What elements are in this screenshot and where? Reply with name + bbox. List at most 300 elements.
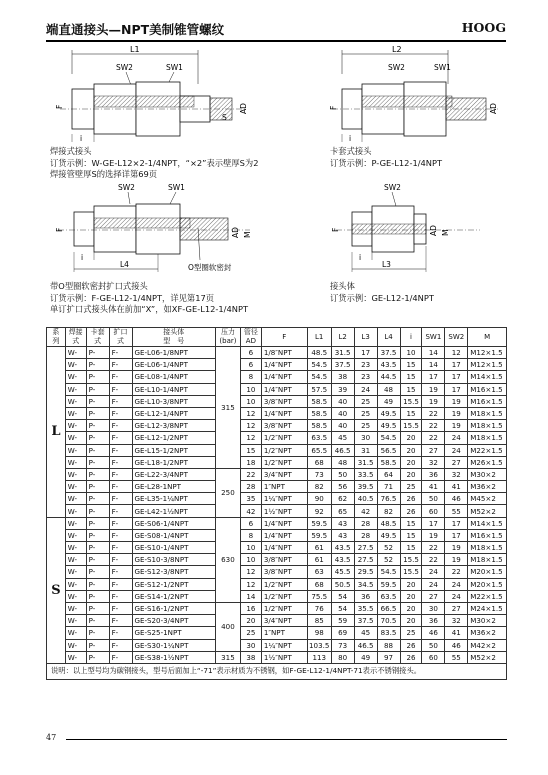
table-cell: 1/2″NPT <box>261 602 307 614</box>
table-cell: 17 <box>445 359 468 371</box>
dim-i: i <box>80 134 83 143</box>
table-cell: 19 <box>445 395 468 407</box>
table-cell: 12 <box>240 432 261 444</box>
table-cell: 1/4″NPT <box>261 371 307 383</box>
table-cell: P- <box>86 493 109 505</box>
table-row <box>47 371 507 383</box>
table-cell: 1/4″NPT <box>261 517 307 529</box>
table-cell: M24×1.5 <box>468 602 507 614</box>
table-cell: 43 <box>331 517 354 529</box>
table-cell: W- <box>65 444 86 456</box>
col-body: 接头体 型 号 <box>132 328 215 347</box>
table-cell: P- <box>86 517 109 529</box>
figure-welded-caption <box>50 146 259 181</box>
table-row <box>47 517 507 529</box>
table-cell: P- <box>86 578 109 590</box>
table-cell: M14×1.5 <box>468 371 507 383</box>
table-cell: P- <box>86 639 109 651</box>
table-cell: W- <box>65 554 86 566</box>
table-cell: 15 <box>400 371 422 383</box>
table-cell: 30 <box>354 432 377 444</box>
table-cell: 34.5 <box>354 578 377 590</box>
table-cell: 113 <box>307 651 331 663</box>
table-row <box>47 444 507 456</box>
table-cell: 76.5 <box>377 493 400 505</box>
table-cell: GE-L06-1/8NPT <box>132 347 215 359</box>
caption-line: 焊接管壁厚S的选择详第69页 <box>50 169 158 179</box>
table-cell: F- <box>109 517 132 529</box>
col-L2: L2 <box>331 328 354 347</box>
dim-SW2: SW2 <box>388 63 405 72</box>
table-cell: W- <box>65 505 86 517</box>
figure-welded-fitting <box>50 44 280 144</box>
table-cell: 12 <box>240 407 261 419</box>
table-cell: P- <box>86 602 109 614</box>
table-cell: 17 <box>422 371 445 383</box>
table-cell: 3/8″NPT <box>261 554 307 566</box>
table-cell: P- <box>86 395 109 407</box>
dim-SW2: SW2 <box>384 183 401 192</box>
table-cell: 28 <box>354 517 377 529</box>
table-note-row <box>47 663 507 679</box>
table-cell: P- <box>86 481 109 493</box>
table-cell: 19 <box>422 383 445 395</box>
dim-S: S <box>222 113 227 122</box>
table-cell: 24 <box>422 566 445 578</box>
table-cell: M52×2 <box>468 651 507 663</box>
table-cell: 20 <box>400 468 422 480</box>
col-M: M <box>468 328 507 347</box>
table-cell: 32 <box>445 468 468 480</box>
table-cell: M14×1.5 <box>468 517 507 529</box>
table-cell: P- <box>86 468 109 480</box>
dim-SW2: SW2 <box>116 63 133 72</box>
table-row <box>47 432 507 444</box>
table-cell: M26×1.5 <box>468 456 507 468</box>
table-cell: GE-L10-3/8NPT <box>132 395 215 407</box>
table-cell: 73 <box>307 468 331 480</box>
table-cell: 46 <box>422 627 445 639</box>
table-cell: P- <box>86 554 109 566</box>
table-cell: W- <box>65 639 86 651</box>
table-cell: 44.5 <box>377 371 400 383</box>
col-series: 系 列 <box>47 328 66 347</box>
table-cell: 37.5 <box>377 347 400 359</box>
table-cell: 19 <box>422 529 445 541</box>
table-cell: 36 <box>422 468 445 480</box>
table-cell: 20 <box>400 444 422 456</box>
table-cell: 19 <box>445 542 468 554</box>
table-cell: 15 <box>400 542 422 554</box>
table-cell: GE-L35-1¼NPT <box>132 493 215 505</box>
table-cell: W- <box>65 615 86 627</box>
table-cell: F- <box>109 383 132 395</box>
table-cell: W- <box>65 432 86 444</box>
pressure-cell: 250 <box>215 468 240 517</box>
dim-F: F <box>55 227 64 232</box>
table-cell: 22 <box>422 407 445 419</box>
table-cell: 23 <box>354 359 377 371</box>
table-cell: 1/2″NPT <box>261 432 307 444</box>
table-cell: 63.5 <box>307 432 331 444</box>
pressure-cell: 315 <box>215 347 240 469</box>
dim-L3: L3 <box>382 260 391 269</box>
table-cell: F- <box>109 432 132 444</box>
table-cell: M20×1.5 <box>468 566 507 578</box>
table-cell: F- <box>109 371 132 383</box>
table-cell: 17 <box>422 517 445 529</box>
table-cell: P- <box>86 383 109 395</box>
table-cell: W- <box>65 347 86 359</box>
table-row <box>47 468 507 480</box>
dim-L4: L4 <box>120 260 129 269</box>
caption-line: 订货示例：F-GE-L12-1/4NPT，详见第17页 <box>50 292 215 303</box>
col-L3: L3 <box>354 328 377 347</box>
table-cell: P- <box>86 529 109 541</box>
table-cell: P- <box>86 347 109 359</box>
figure-compression-caption <box>330 146 442 169</box>
table-cell: 97 <box>377 651 400 663</box>
table-cell: 33.5 <box>354 468 377 480</box>
pressure-cell: 630 <box>215 517 240 602</box>
table-cell: GE-L12-1/4NPT <box>132 407 215 419</box>
table-cell: 1″NPT <box>261 481 307 493</box>
table-cell: 20 <box>400 602 422 614</box>
caption-line: 单订扩口式接头体在前加“X”，如XF-GE-L12-1/4NPT <box>50 304 249 314</box>
table-row <box>47 359 507 371</box>
table-cell: M18×1.5 <box>468 542 507 554</box>
table-cell: 49.5 <box>377 407 400 419</box>
table-cell: 71 <box>377 481 400 493</box>
table-cell: 12 <box>445 347 468 359</box>
brand-name: HOOG <box>461 20 506 35</box>
table-cell: 60 <box>422 505 445 517</box>
table-cell: 32 <box>445 615 468 627</box>
table-cell: 6 <box>240 347 261 359</box>
table-cell: M36×2 <box>468 627 507 639</box>
table-cell: 82 <box>377 505 400 517</box>
table-cell: 1/2″NPT <box>261 590 307 602</box>
table-cell: 49 <box>377 395 400 407</box>
table-cell: 42 <box>354 505 377 517</box>
table-cell: 46 <box>445 639 468 651</box>
col-od: 管径 AD <box>240 328 261 347</box>
col-sleeve: 卡套 式 <box>86 328 109 347</box>
table-cell: W- <box>65 359 86 371</box>
table-cell: 39.5 <box>354 481 377 493</box>
caption-line: 订货示例：P-GE-L12-1/4NPT <box>330 157 443 168</box>
table-cell: 55 <box>445 651 468 663</box>
table-cell: 48 <box>377 383 400 395</box>
table-body <box>47 347 507 664</box>
table-cell: W- <box>65 566 86 578</box>
table-cell: P- <box>86 456 109 468</box>
table-cell: W- <box>65 383 86 395</box>
table-cell: GE-L15-1/2NPT <box>132 444 215 456</box>
table-cell: 60 <box>422 651 445 663</box>
table-cell: GE-S08-1/4NPT <box>132 529 215 541</box>
table-cell: 41 <box>422 481 445 493</box>
table-cell: GE-S10-1/4NPT <box>132 542 215 554</box>
table-cell: M16×1.5 <box>468 395 507 407</box>
table-cell: 15 <box>240 444 261 456</box>
table-cell: 15 <box>400 517 422 529</box>
table-cell: 6 <box>240 359 261 371</box>
table-cell: 46.5 <box>354 639 377 651</box>
table-cell: 49.5 <box>377 529 400 541</box>
caption-line: 焊接式接头 <box>50 146 92 156</box>
table-cell: 14 <box>422 359 445 371</box>
table-cell: 92 <box>307 505 331 517</box>
table-cell: 63.5 <box>377 590 400 602</box>
figure-flare-fitting <box>50 180 280 280</box>
table-cell: 69 <box>331 627 354 639</box>
table-cell: 19 <box>445 420 468 432</box>
table-cell: M18×1.5 <box>468 420 507 432</box>
table-cell: 27 <box>422 590 445 602</box>
table-row <box>47 602 507 614</box>
table-cell: 25 <box>400 627 422 639</box>
table-cell: 25 <box>400 481 422 493</box>
table-cell: 12 <box>240 578 261 590</box>
table-cell: 37.5 <box>354 615 377 627</box>
table-cell: GE-L08-1/4NPT <box>132 371 215 383</box>
dim-SW1: SW1 <box>168 183 185 192</box>
table-cell: 1¼″NPT <box>261 639 307 651</box>
page-header <box>46 20 506 38</box>
table-cell: 56 <box>331 481 354 493</box>
table-cell: 58.5 <box>377 456 400 468</box>
table-cell: 30 <box>422 602 445 614</box>
table-cell: 20 <box>400 590 422 602</box>
table-cell: P- <box>86 505 109 517</box>
table-cell: 25 <box>240 627 261 639</box>
table-cell: 24 <box>445 432 468 444</box>
table-cell: 1¼″NPT <box>261 493 307 505</box>
table-cell: 15 <box>400 529 422 541</box>
table-cell: 73 <box>331 639 354 651</box>
table-cell: W- <box>65 517 86 529</box>
table-header-row <box>47 328 507 347</box>
table-cell: 50 <box>422 639 445 651</box>
table-cell: F- <box>109 468 132 480</box>
table-cell: 12 <box>240 420 261 432</box>
table-cell: 16 <box>240 602 261 614</box>
table-cell: P- <box>86 359 109 371</box>
table-cell: 19 <box>422 395 445 407</box>
table-cell: F- <box>109 481 132 493</box>
dim-AD: AD <box>231 227 240 238</box>
table-cell: 58.5 <box>307 407 331 419</box>
table-cell: 31.5 <box>331 347 354 359</box>
table-cell: F- <box>109 456 132 468</box>
table-cell: 17 <box>354 347 377 359</box>
table-cell: 64 <box>377 468 400 480</box>
table-cell: P- <box>86 432 109 444</box>
table-cell: 12 <box>240 566 261 578</box>
table-cell: GE-S12-3/8NPT <box>132 566 215 578</box>
table-cell: 27 <box>445 602 468 614</box>
table-cell: GE-L42-1½NPT <box>132 505 215 517</box>
table-cell: 20 <box>400 432 422 444</box>
table-cell: 36 <box>354 590 377 602</box>
table-cell: W- <box>65 407 86 419</box>
table-cell: M36×2 <box>468 481 507 493</box>
table-cell: M45×2 <box>468 493 507 505</box>
table-cell: 54.5 <box>377 432 400 444</box>
table-cell: W- <box>65 602 86 614</box>
table-cell: 58.5 <box>307 395 331 407</box>
table-cell: 26 <box>400 505 422 517</box>
dim-L1: L1 <box>130 45 140 54</box>
table-cell: 40 <box>331 395 354 407</box>
table-cell: M52×2 <box>468 505 507 517</box>
table-row <box>47 542 507 554</box>
table-cell: 59 <box>331 615 354 627</box>
table-row <box>47 505 507 517</box>
table-cell: M22×1.5 <box>468 444 507 456</box>
dim-L2: L2 <box>392 45 402 54</box>
table-cell: 10 <box>240 383 261 395</box>
table-cell: 32 <box>422 456 445 468</box>
table-cell: W- <box>65 627 86 639</box>
table-cell: P- <box>86 542 109 554</box>
table-cell: 15.5 <box>400 554 422 566</box>
table-cell: 1/4″NPT <box>261 529 307 541</box>
table-cell: 76 <box>307 602 331 614</box>
table-cell: GE-S12-1/2NPT <box>132 578 215 590</box>
table-cell: F- <box>109 651 132 663</box>
table-cell: 68 <box>307 578 331 590</box>
table-cell: 50 <box>422 493 445 505</box>
table-cell: 20 <box>400 578 422 590</box>
table-cell: F- <box>109 578 132 590</box>
table-cell: 15.5 <box>400 420 422 432</box>
dim-M: M <box>441 229 450 236</box>
table-cell: P- <box>86 420 109 432</box>
table-row <box>47 407 507 419</box>
table-cell: 25 <box>354 407 377 419</box>
table-cell: 20 <box>400 615 422 627</box>
table-cell: 20 <box>240 615 261 627</box>
table-cell: M16×1.5 <box>468 529 507 541</box>
table-cell: GE-L18-1/2NPT <box>132 456 215 468</box>
col-weld: 焊接 式 <box>65 328 86 347</box>
dim-AD: AD <box>489 103 498 114</box>
table-cell: 15.5 <box>400 395 422 407</box>
table-cell: 35 <box>240 493 261 505</box>
table-cell: W- <box>65 542 86 554</box>
dim-F: F <box>329 105 338 110</box>
table-cell: 41 <box>445 627 468 639</box>
table-cell: GE-S14-1/2NPT <box>132 590 215 602</box>
table-cell: M42×2 <box>468 639 507 651</box>
table-row <box>47 590 507 602</box>
dim-M: M <box>243 231 252 238</box>
table-cell: 68 <box>307 456 331 468</box>
dim-F: F <box>331 227 340 232</box>
table-cell: 45.5 <box>331 566 354 578</box>
table-cell: 90 <box>307 493 331 505</box>
table-cell: 26 <box>400 651 422 663</box>
col-i: i <box>400 328 422 347</box>
table-cell: W- <box>65 578 86 590</box>
table-note: 说明：以上型号均为碳钢接头，型号后面加上“-71”表示材质为不锈钢，如F-GE-L12-1/4NPT-71表示不锈钢接头。 <box>47 663 507 679</box>
dim-SW1: SW1 <box>434 63 451 72</box>
table-cell: 24 <box>354 383 377 395</box>
table-cell: 62 <box>331 493 354 505</box>
table-cell: 54 <box>331 590 354 602</box>
series-cell: S <box>47 517 66 663</box>
table-cell: GE-S06-1/4NPT <box>132 517 215 529</box>
table-cell: P- <box>86 407 109 419</box>
figure-flare-caption <box>50 281 248 316</box>
table-cell: GE-S10-3/8NPT <box>132 554 215 566</box>
table-cell: M12×1.5 <box>468 347 507 359</box>
table-cell: 17 <box>445 529 468 541</box>
table-cell: W- <box>65 651 86 663</box>
table-cell: 48.5 <box>307 347 331 359</box>
table-cell: 40.5 <box>354 493 377 505</box>
pressure-cell: 400 <box>215 602 240 651</box>
footer-rule <box>66 739 507 740</box>
table-cell: 1/2″NPT <box>261 444 307 456</box>
table-row <box>47 566 507 578</box>
table-cell: F- <box>109 347 132 359</box>
table-cell: 56.5 <box>377 444 400 456</box>
table-cell: 49.5 <box>377 420 400 432</box>
table-cell: 26 <box>400 639 422 651</box>
table-cell: GE-L12-1/2NPT <box>132 432 215 444</box>
series-cell: L <box>47 347 66 518</box>
table-cell: 27.5 <box>354 554 377 566</box>
table-cell: 38 <box>331 371 354 383</box>
table-cell: P- <box>86 444 109 456</box>
table-cell: 61 <box>307 554 331 566</box>
table-cell: W- <box>65 493 86 505</box>
table-cell: 26 <box>400 493 422 505</box>
pressure-cell: 315 <box>215 651 240 663</box>
table-cell: 17 <box>445 517 468 529</box>
table-cell: 23 <box>354 371 377 383</box>
table-cell: F- <box>109 615 132 627</box>
caption-line: 卡套式接头 <box>330 146 372 156</box>
table-row <box>47 639 507 651</box>
table-cell: M18×1.5 <box>468 407 507 419</box>
dim-i: i <box>81 253 84 262</box>
col-flare: 扩口 式 <box>109 328 132 347</box>
col-L4: L4 <box>377 328 400 347</box>
table-cell: 22 <box>422 554 445 566</box>
table-cell: 24 <box>445 578 468 590</box>
table-cell: 1/2″NPT <box>261 578 307 590</box>
table-cell: F- <box>109 359 132 371</box>
table-cell: F- <box>109 420 132 432</box>
table-cell: 83.5 <box>377 627 400 639</box>
table-cell: 25 <box>354 395 377 407</box>
table-cell: M18×1.5 <box>468 432 507 444</box>
table-cell: M12×1.5 <box>468 359 507 371</box>
table-cell: 19 <box>445 407 468 419</box>
table-row <box>47 529 507 541</box>
table-cell: 103.5 <box>309 640 330 650</box>
table-cell: 59.5 <box>307 517 331 529</box>
table-cell: 22 <box>422 420 445 432</box>
table-row <box>47 481 507 493</box>
table-cell: 50.5 <box>331 578 354 590</box>
table-cell: F- <box>109 444 132 456</box>
table-row <box>47 456 507 468</box>
